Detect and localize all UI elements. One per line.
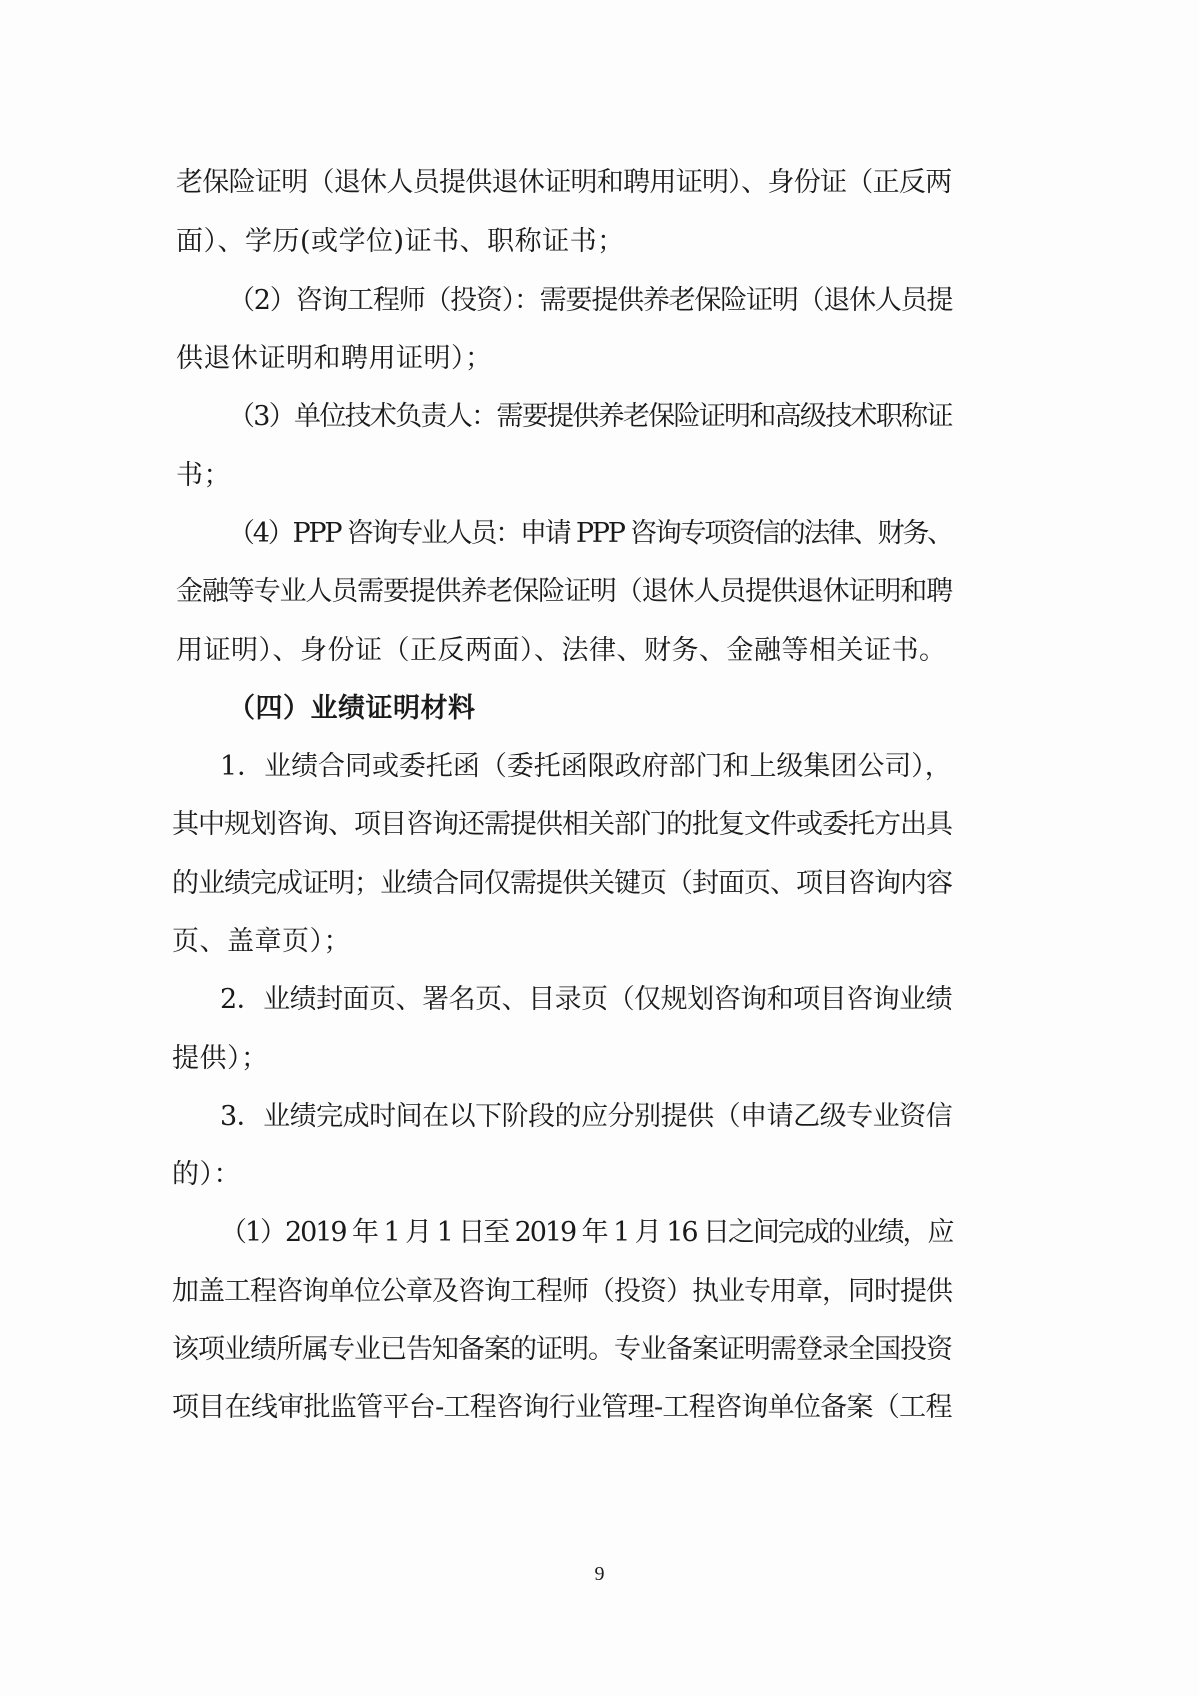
text-line: 加盖工程咨询单位公章及咨询工程师（投资）执业专用章，同时提供: [172, 1276, 952, 1307]
text-line: 金融等专业人员需要提供养老保险证明（退休人员提供退休证明和聘: [176, 576, 952, 607]
text-line: 用证明）、身份证（正反两面）、法律、财务、金融等相关证书。: [176, 635, 947, 666]
text-line: 面）、学历(或学位)证书、职称证书；: [176, 226, 625, 257]
text-line: 的）：: [172, 1159, 241, 1190]
text-line: 2．业绩封面页、署名页、目录页（仅规划咨询和项目咨询业绩: [220, 984, 953, 1015]
text-line: （4）PPP 咨询专业人员：申请 PPP 咨询专项资信的法律、财务、: [228, 518, 952, 549]
text-line: （3）单位技术负责人：需要提供养老保险证明和高级技术职称证: [228, 401, 952, 432]
text-line: 书；: [176, 460, 231, 491]
text-line: 供退休证明和聘用证明）；: [176, 343, 493, 374]
text-line: 提供）；: [172, 1043, 269, 1074]
page-number: 9: [594, 1563, 605, 1585]
text-line: 该项业绩所属专业已告知备案的证明。专业备案证明需登录全国投资: [172, 1334, 952, 1365]
text-line: 老保险证明（退休人员提供退休证明和聘用证明）、身份证（正反两: [176, 167, 952, 198]
text-line: 1．业绩合同或委托函（委托函限政府部门和上级集团公司），: [220, 751, 952, 782]
text-line: 其中规划咨询、项目咨询还需提供相关部门的批复文件或委托方出具: [172, 809, 952, 840]
text-line: 的业绩完成证明；业绩合同仅需提供关键页（封面页、项目咨询内容: [172, 868, 952, 899]
text-line: 项目在线审批监管平台-工程咨询行业管理-工程咨询单位备案（工程: [172, 1392, 952, 1423]
text-line: 3．业绩完成时间在以下阶段的应分别提供（申请乙级专业资信: [220, 1101, 953, 1132]
section-heading: （四）业绩证明材料: [228, 693, 476, 724]
text-line: （2）咨询工程师（投资）：需要提供养老保险证明（退休人员提: [228, 285, 953, 316]
text-line: （1）2019 年 1 月 1 日至 2019 年 1 月 16 日之间完成的业绩，应: [220, 1217, 953, 1248]
text-line: 页、盖章页）；: [172, 926, 351, 957]
